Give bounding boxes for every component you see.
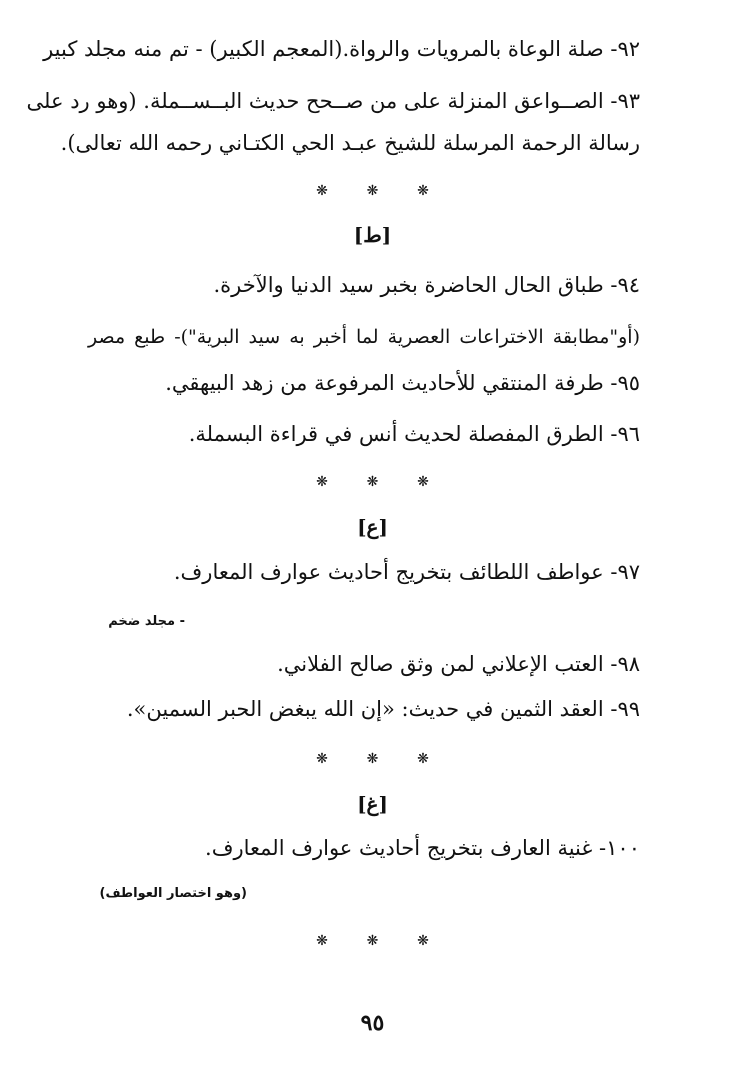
section-separator [0, 751, 745, 767]
entry-97-note: - مجلد ضخم [108, 614, 185, 629]
entry-97: ٩٧- عواطف اللطائف بتخريج أحاديث عوارف المعارف. [173, 560, 640, 584]
asterism-icon: ❋ [417, 751, 429, 767]
entry-100-note: (وهو اختصار العواطف) [99, 886, 247, 901]
asterism-icon: ❋ [316, 183, 328, 199]
asterism-icon: ❋ [366, 751, 379, 767]
asterism-icon: ❋ [366, 474, 379, 490]
entry-93-continuation: رسالة الرحمة المرسلة للشيخ عبـد الحي الكتـاني رحمه الله تعالى). [60, 131, 640, 155]
section-heading-ghayn: [غ] [357, 792, 388, 816]
entry-100: ١٠٠- غنية العارف بتخريج أحاديث عوارف المعارف. [205, 836, 640, 860]
section-separator [0, 933, 745, 949]
entry-95: ٩٥- طرفة المنتقي للأحاديث المرفوعة من زهد البيهقي. [165, 371, 640, 395]
asterism-icon: ❋ [417, 183, 429, 199]
asterism-icon: ❋ [316, 751, 328, 767]
page-number: ٩٥ [360, 1010, 385, 1036]
entry-94-alt-title: (أو"مطابقة الاختراعات العصرية لما أخبر به سيد البرية")- طبع مصر [88, 326, 640, 348]
asterism-icon: ❋ [417, 933, 429, 949]
entry-98: ٩٨- العتب الإعلاني لمن وثق صالح الفلاني. [277, 652, 640, 676]
section-separator [0, 474, 745, 490]
entry-93: ٩٣- الصــواعق المنزلة على من صــحح حديث البــســملة. (وهو رد على [26, 89, 640, 113]
section-heading-taa: [ط] [353, 223, 392, 247]
asterism-icon: ❋ [316, 474, 328, 490]
entry-94: ٩٤- طباق الحال الحاضرة بخبر سيد الدنيا والآخرة. [213, 273, 640, 297]
entry-92: ٩٢- صلة الوعاة بالمرويات والرواة.(المعجم الكبير) - تم منه مجلد كبير [43, 37, 640, 61]
entry-99: ٩٩- العقد الثمين في حديث: «إن الله يبغض الحبر السمين». [126, 697, 640, 721]
asterism-icon: ❋ [366, 183, 379, 199]
entry-96: ٩٦- الطرق المفصلة لحديث أنس في قراءة البسملة. [188, 422, 640, 446]
asterism-icon: ❋ [316, 933, 328, 949]
section-heading-ayn: [ع] [357, 515, 388, 539]
asterism-icon: ❋ [417, 474, 429, 490]
section-separator [0, 183, 745, 199]
asterism-icon: ❋ [366, 933, 379, 949]
